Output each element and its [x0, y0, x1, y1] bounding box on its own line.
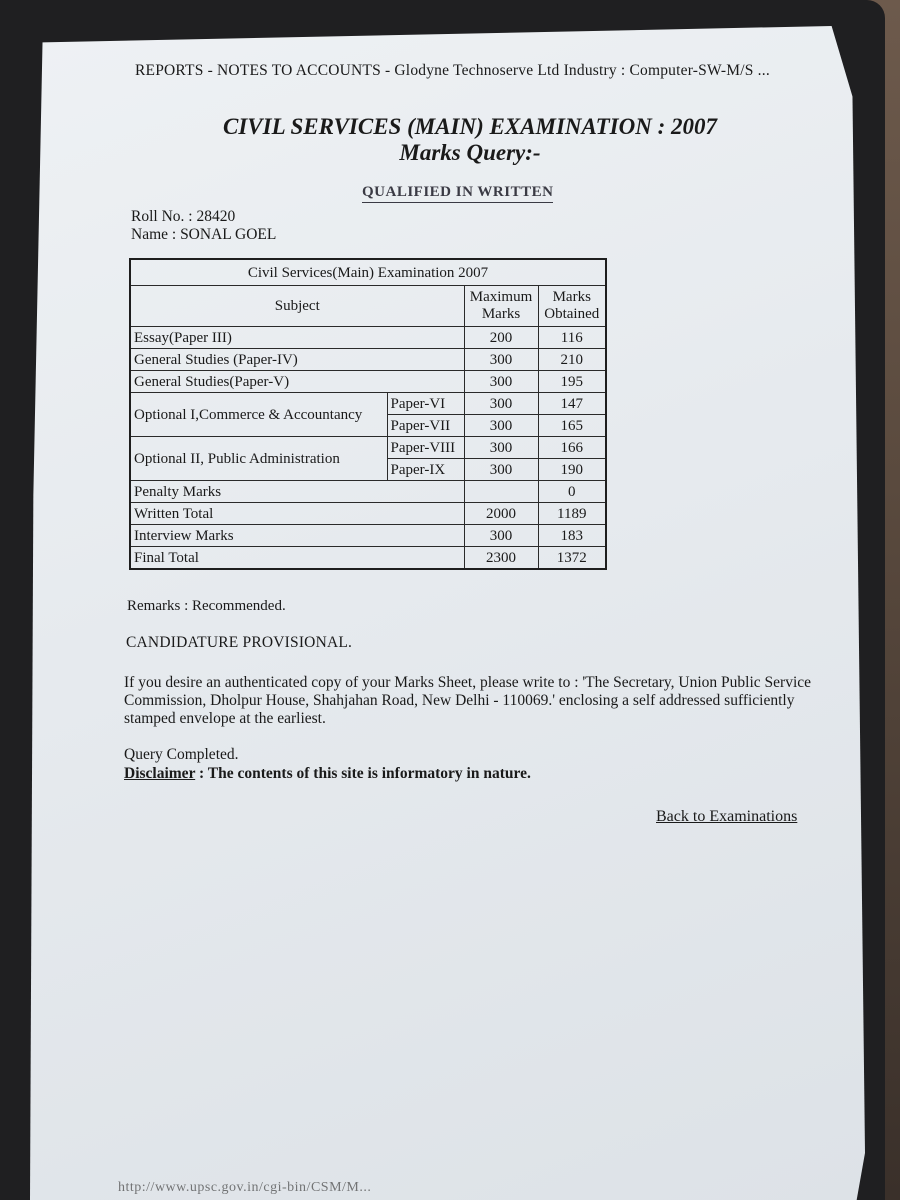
obtained-marks-cell: 0 — [538, 481, 606, 503]
qualification-status: QUALIFIED IN WRITTEN — [362, 184, 553, 203]
table-caption: Civil Services(Main) Examination 2007 — [130, 259, 606, 286]
max-marks-cell: 2300 — [464, 547, 538, 570]
obtained-marks-cell: 116 — [538, 327, 606, 349]
subject-cell: Interview Marks — [130, 525, 464, 547]
table-row — [130, 327, 606, 349]
remarks: Remarks : Recommended. — [127, 598, 286, 614]
disclaimer-label: Disclaimer — [124, 765, 196, 782]
table-row — [130, 349, 606, 371]
paper-cell: Paper-VI — [387, 393, 464, 415]
table-caption-row — [130, 259, 606, 286]
subject-cell: Penalty Marks — [130, 481, 464, 503]
obtained-marks-cell: 166 — [538, 437, 606, 459]
subject-cell: Optional I,Commerce & Accountancy — [130, 393, 387, 437]
disclaimer-text: : The contents of this site is informatory in nature. — [195, 765, 531, 782]
obtained-marks-cell: 210 — [538, 349, 606, 371]
footer-url: http://www.upsc.gov.in/cgi-bin/CSM/M... — [118, 1180, 372, 1195]
obtained-marks-cell: 183 — [538, 525, 606, 547]
table-row — [130, 503, 606, 525]
candidature-provisional: CANDIDATURE PROVISIONAL. — [126, 634, 353, 651]
header-max-line1: Maximum — [469, 289, 533, 305]
back-to-examinations-link[interactable]: Back to Examinations — [656, 808, 798, 825]
subject-cell: General Studies (Paper-IV) — [130, 349, 464, 371]
max-marks-cell: 300 — [464, 393, 538, 415]
table-row — [130, 371, 606, 393]
table-row — [130, 481, 606, 503]
header-obt-line1: Marks — [552, 289, 591, 305]
max-marks-cell: 2000 — [464, 503, 538, 525]
max-marks-cell — [464, 481, 538, 503]
max-marks-cell: 200 — [464, 327, 538, 349]
page-title: CIVIL SERVICES (MAIN) EXAMINATION : 2007 — [222, 114, 717, 139]
query-completed: Query Completed. — [124, 746, 239, 763]
roll-number: Roll No. : 28420 — [131, 208, 236, 225]
max-marks-cell: 300 — [464, 459, 538, 481]
header-marks-obtained — [538, 286, 606, 327]
table-row — [130, 437, 606, 459]
obtained-marks-cell: 147 — [538, 393, 606, 415]
table-row — [130, 393, 606, 415]
page-subtitle: Marks Query:- — [399, 140, 541, 165]
obtained-marks-cell: 1372 — [538, 547, 606, 570]
obtained-marks-cell: 1189 — [538, 503, 606, 525]
max-marks-cell: 300 — [464, 371, 538, 393]
table-header-row — [130, 286, 606, 327]
table-row — [130, 547, 606, 570]
header-max-line2: Marks — [481, 306, 521, 322]
header-obt-line2: Obtained — [544, 306, 600, 322]
info-paragraph: If you desire an authenticated copy of your Marks Sheet, please write to : 'The Secretary, Union Public Service Commission, Dholpur House, Shahjahan Road, New Delhi - 110069.' enclosing a self addressed sufficiently stamped envelope at the earliest. — [124, 674, 812, 727]
marks-table — [129, 258, 607, 570]
obtained-marks-cell: 190 — [538, 459, 606, 481]
max-marks-cell: 300 — [464, 525, 538, 547]
table-row — [130, 525, 606, 547]
paper-cell: Paper-IX — [387, 459, 464, 481]
obtained-marks-cell: 165 — [538, 415, 606, 437]
max-marks-cell: 300 — [464, 437, 538, 459]
header-maximum-marks — [464, 286, 538, 327]
paper-cell: Paper-VIII — [387, 437, 464, 459]
header-subject: Subject — [130, 286, 464, 327]
subject-cell: Essay(Paper III) — [130, 327, 464, 349]
max-marks-cell: 300 — [464, 349, 538, 371]
subject-cell: General Studies(Paper-V) — [130, 371, 464, 393]
subject-cell: Optional II, Public Administration — [130, 437, 387, 481]
subject-cell: Final Total — [130, 547, 464, 570]
disclaimer — [124, 765, 531, 783]
obtained-marks-cell: 195 — [538, 371, 606, 393]
paper-cell: Paper-VII — [387, 415, 464, 437]
candidate-name: Name : SONAL GOEL — [131, 226, 277, 243]
print-header: REPORTS - NOTES TO ACCOUNTS - Glodyne Technoserve Ltd Industry : Computer-SW-M/S ... — [135, 62, 770, 79]
max-marks-cell: 300 — [464, 415, 538, 437]
subject-cell: Written Total — [130, 503, 464, 525]
